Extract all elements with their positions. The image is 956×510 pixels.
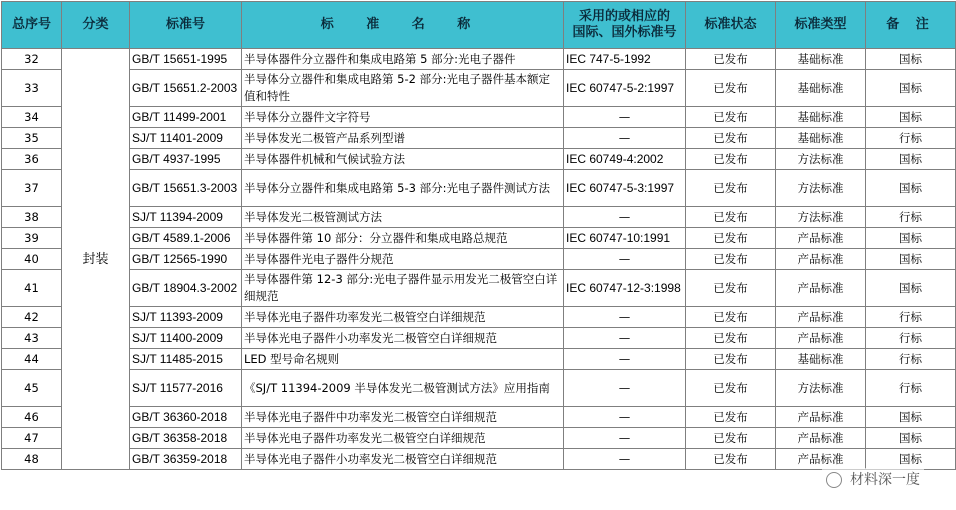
row-intl-standard: — (564, 428, 686, 449)
table-row (2, 449, 956, 470)
row-intl-standard: IEC 60747-5-3:1997 (564, 170, 686, 207)
category-cell: 封装 (62, 49, 130, 470)
row-index: 39 (2, 228, 62, 249)
table-row (2, 128, 956, 149)
row-intl-standard: — (564, 307, 686, 328)
row-standard-name: 半导体发光二极管测试方法 (242, 207, 564, 228)
header-intl-line1: 采用的或相应的 (578, 9, 670, 24)
row-status: 已发布 (686, 70, 776, 107)
row-intl-standard: — (564, 249, 686, 270)
row-type: 方法标准 (776, 207, 866, 228)
row-standard-code: GB/T 4589.1-2006 (130, 228, 242, 249)
header-type: 标准类型 (776, 2, 866, 49)
row-type: 产品标准 (776, 428, 866, 449)
row-note: 国标 (866, 249, 956, 270)
row-type: 方法标准 (776, 149, 866, 170)
standards-table (1, 1, 956, 470)
row-standard-name: 半导体器件机械和气候试验方法 (242, 149, 564, 170)
table-row (2, 370, 956, 407)
row-status: 已发布 (686, 449, 776, 470)
row-note: 国标 (866, 270, 956, 307)
row-intl-standard: — (564, 207, 686, 228)
row-note: 行标 (866, 370, 956, 407)
header-intl-standard (564, 2, 686, 49)
row-standard-code: GB/T 15651.2-2003 (130, 70, 242, 107)
row-index: 32 (2, 49, 62, 70)
row-standard-name: 半导体发光二极管产品系列型谱 (242, 128, 564, 149)
row-note: 国标 (866, 170, 956, 207)
row-type: 产品标准 (776, 407, 866, 428)
table-row (2, 349, 956, 370)
row-standard-code: SJ/T 11393-2009 (130, 307, 242, 328)
table-row (2, 228, 956, 249)
row-intl-standard: IEC 60749-4:2002 (564, 149, 686, 170)
header-standard-code: 标准号 (130, 2, 242, 49)
row-status: 已发布 (686, 270, 776, 307)
table-row (2, 49, 956, 70)
row-standard-code: SJ/T 11394-2009 (130, 207, 242, 228)
wechat-icon (826, 472, 842, 488)
row-type: 基础标准 (776, 349, 866, 370)
header-status: 标准状态 (686, 2, 776, 49)
header-standard-name: 标 准 名 称 (242, 2, 564, 49)
row-type: 方法标准 (776, 370, 866, 407)
row-note: 国标 (866, 107, 956, 128)
row-standard-code: GB/T 36359-2018 (130, 449, 242, 470)
row-standard-code: GB/T 12565-1990 (130, 249, 242, 270)
row-standard-name: 半导体光电子器件小功率发光二极管空白详细规范 (242, 328, 564, 349)
row-status: 已发布 (686, 328, 776, 349)
row-note: 行标 (866, 128, 956, 149)
row-standard-code: SJ/T 11577-2016 (130, 370, 242, 407)
table-row (2, 270, 956, 307)
row-status: 已发布 (686, 170, 776, 207)
table-row (2, 428, 956, 449)
row-status: 已发布 (686, 349, 776, 370)
row-status: 已发布 (686, 49, 776, 70)
row-index: 35 (2, 128, 62, 149)
row-intl-standard: — (564, 407, 686, 428)
row-note: 国标 (866, 449, 956, 470)
row-standard-code: SJ/T 11401-2009 (130, 128, 242, 149)
header-row (2, 2, 956, 49)
row-index: 36 (2, 149, 62, 170)
row-type: 方法标准 (776, 170, 866, 207)
row-intl-standard: IEC 747-5-1992 (564, 49, 686, 70)
row-standard-code: GB/T 18904.3-2002 (130, 270, 242, 307)
row-status: 已发布 (686, 428, 776, 449)
row-index: 41 (2, 270, 62, 307)
row-intl-standard: — (564, 128, 686, 149)
row-standard-code: SJ/T 11485-2015 (130, 349, 242, 370)
row-status: 已发布 (686, 149, 776, 170)
row-standard-name: 半导体分立器件和集成电路第 5-3 部分:光电子器件测试方法 (242, 170, 564, 207)
row-type: 基础标准 (776, 49, 866, 70)
row-type: 产品标准 (776, 328, 866, 349)
row-note: 国标 (866, 49, 956, 70)
row-index: 45 (2, 370, 62, 407)
table-row (2, 149, 956, 170)
row-note: 行标 (866, 207, 956, 228)
row-standard-code: GB/T 36358-2018 (130, 428, 242, 449)
row-standard-code: GB/T 15651-1995 (130, 49, 242, 70)
row-status: 已发布 (686, 207, 776, 228)
row-standard-name: 半导体器件分立器件和集成电路第 5 部分:光电子器件 (242, 49, 564, 70)
row-intl-standard: IEC 60747-12-3:1998 (564, 270, 686, 307)
row-intl-standard: IEC 60747-10:1991 (564, 228, 686, 249)
row-standard-name: 半导体光电子器件中功率发光二极管空白详细规范 (242, 407, 564, 428)
row-note: 行标 (866, 349, 956, 370)
header-note: 备 注 (866, 2, 956, 49)
row-index: 47 (2, 428, 62, 449)
row-note: 国标 (866, 407, 956, 428)
row-type: 产品标准 (776, 270, 866, 307)
row-standard-name: 半导体器件第 12-3 部分:光电子器件显示用发光二极管空白详细规范 (242, 270, 564, 307)
row-standard-code: GB/T 4937-1995 (130, 149, 242, 170)
row-status: 已发布 (686, 307, 776, 328)
row-index: 48 (2, 449, 62, 470)
row-intl-standard: — (564, 449, 686, 470)
row-intl-standard: IEC 60747-5-2:1997 (564, 70, 686, 107)
row-index: 37 (2, 170, 62, 207)
row-status: 已发布 (686, 128, 776, 149)
row-status: 已发布 (686, 407, 776, 428)
row-standard-name: 半导体光电子器件小功率发光二极管空白详细规范 (242, 449, 564, 470)
row-intl-standard: — (564, 328, 686, 349)
row-type: 产品标准 (776, 307, 866, 328)
row-index: 44 (2, 349, 62, 370)
row-intl-standard: — (564, 107, 686, 128)
row-standard-name: 半导体分立器件文字符号 (242, 107, 564, 128)
row-note: 国标 (866, 70, 956, 107)
row-status: 已发布 (686, 228, 776, 249)
header-category: 分类 (62, 2, 130, 49)
row-note: 国标 (866, 149, 956, 170)
row-note: 国标 (866, 228, 956, 249)
row-index: 43 (2, 328, 62, 349)
table-row (2, 307, 956, 328)
row-type: 产品标准 (776, 228, 866, 249)
table-row (2, 249, 956, 270)
row-standard-name: LED 型号命名规则 (242, 349, 564, 370)
row-standard-code: GB/T 15651.3-2003 (130, 170, 242, 207)
row-index: 40 (2, 249, 62, 270)
wechat-watermark (822, 468, 924, 490)
row-standard-code: GB/T 11499-2001 (130, 107, 242, 128)
row-type: 基础标准 (776, 128, 866, 149)
row-note: 国标 (866, 428, 956, 449)
header-index: 总序号 (2, 2, 62, 49)
table-row (2, 207, 956, 228)
row-standard-name: 半导体分立器件和集成电路第 5-2 部分:光电子器件基本额定值和特性 (242, 70, 564, 107)
row-index: 38 (2, 207, 62, 228)
table-row (2, 407, 956, 428)
row-standard-code: GB/T 36360-2018 (130, 407, 242, 428)
row-type: 基础标准 (776, 70, 866, 107)
table-row (2, 70, 956, 107)
table-row (2, 328, 956, 349)
row-note: 行标 (866, 328, 956, 349)
row-index: 46 (2, 407, 62, 428)
row-standard-code: SJ/T 11400-2009 (130, 328, 242, 349)
row-standard-name: 《SJ/T 11394-2009 半导体发光二极管测试方法》应用指南 (242, 370, 564, 407)
row-status: 已发布 (686, 107, 776, 128)
row-standard-name: 半导体光电子器件功率发光二极管空白详细规范 (242, 307, 564, 328)
row-index: 34 (2, 107, 62, 128)
row-type: 产品标准 (776, 449, 866, 470)
row-index: 33 (2, 70, 62, 107)
row-status: 已发布 (686, 370, 776, 407)
table-row (2, 107, 956, 128)
row-type: 产品标准 (776, 249, 866, 270)
row-standard-name: 半导体器件第 10 部分：分立器件和集成电路总规范 (242, 228, 564, 249)
watermark-label: 材料深一度 (850, 472, 920, 488)
header-intl-line2: 国际、国外标准号 (572, 25, 677, 40)
row-status: 已发布 (686, 249, 776, 270)
row-note: 行标 (866, 307, 956, 328)
row-standard-name: 半导体光电子器件功率发光二极管空白详细规范 (242, 428, 564, 449)
row-intl-standard: — (564, 349, 686, 370)
row-intl-standard: — (564, 370, 686, 407)
row-index: 42 (2, 307, 62, 328)
row-standard-name: 半导体器件光电子器件分规范 (242, 249, 564, 270)
table-row (2, 170, 956, 207)
row-type: 基础标准 (776, 107, 866, 128)
